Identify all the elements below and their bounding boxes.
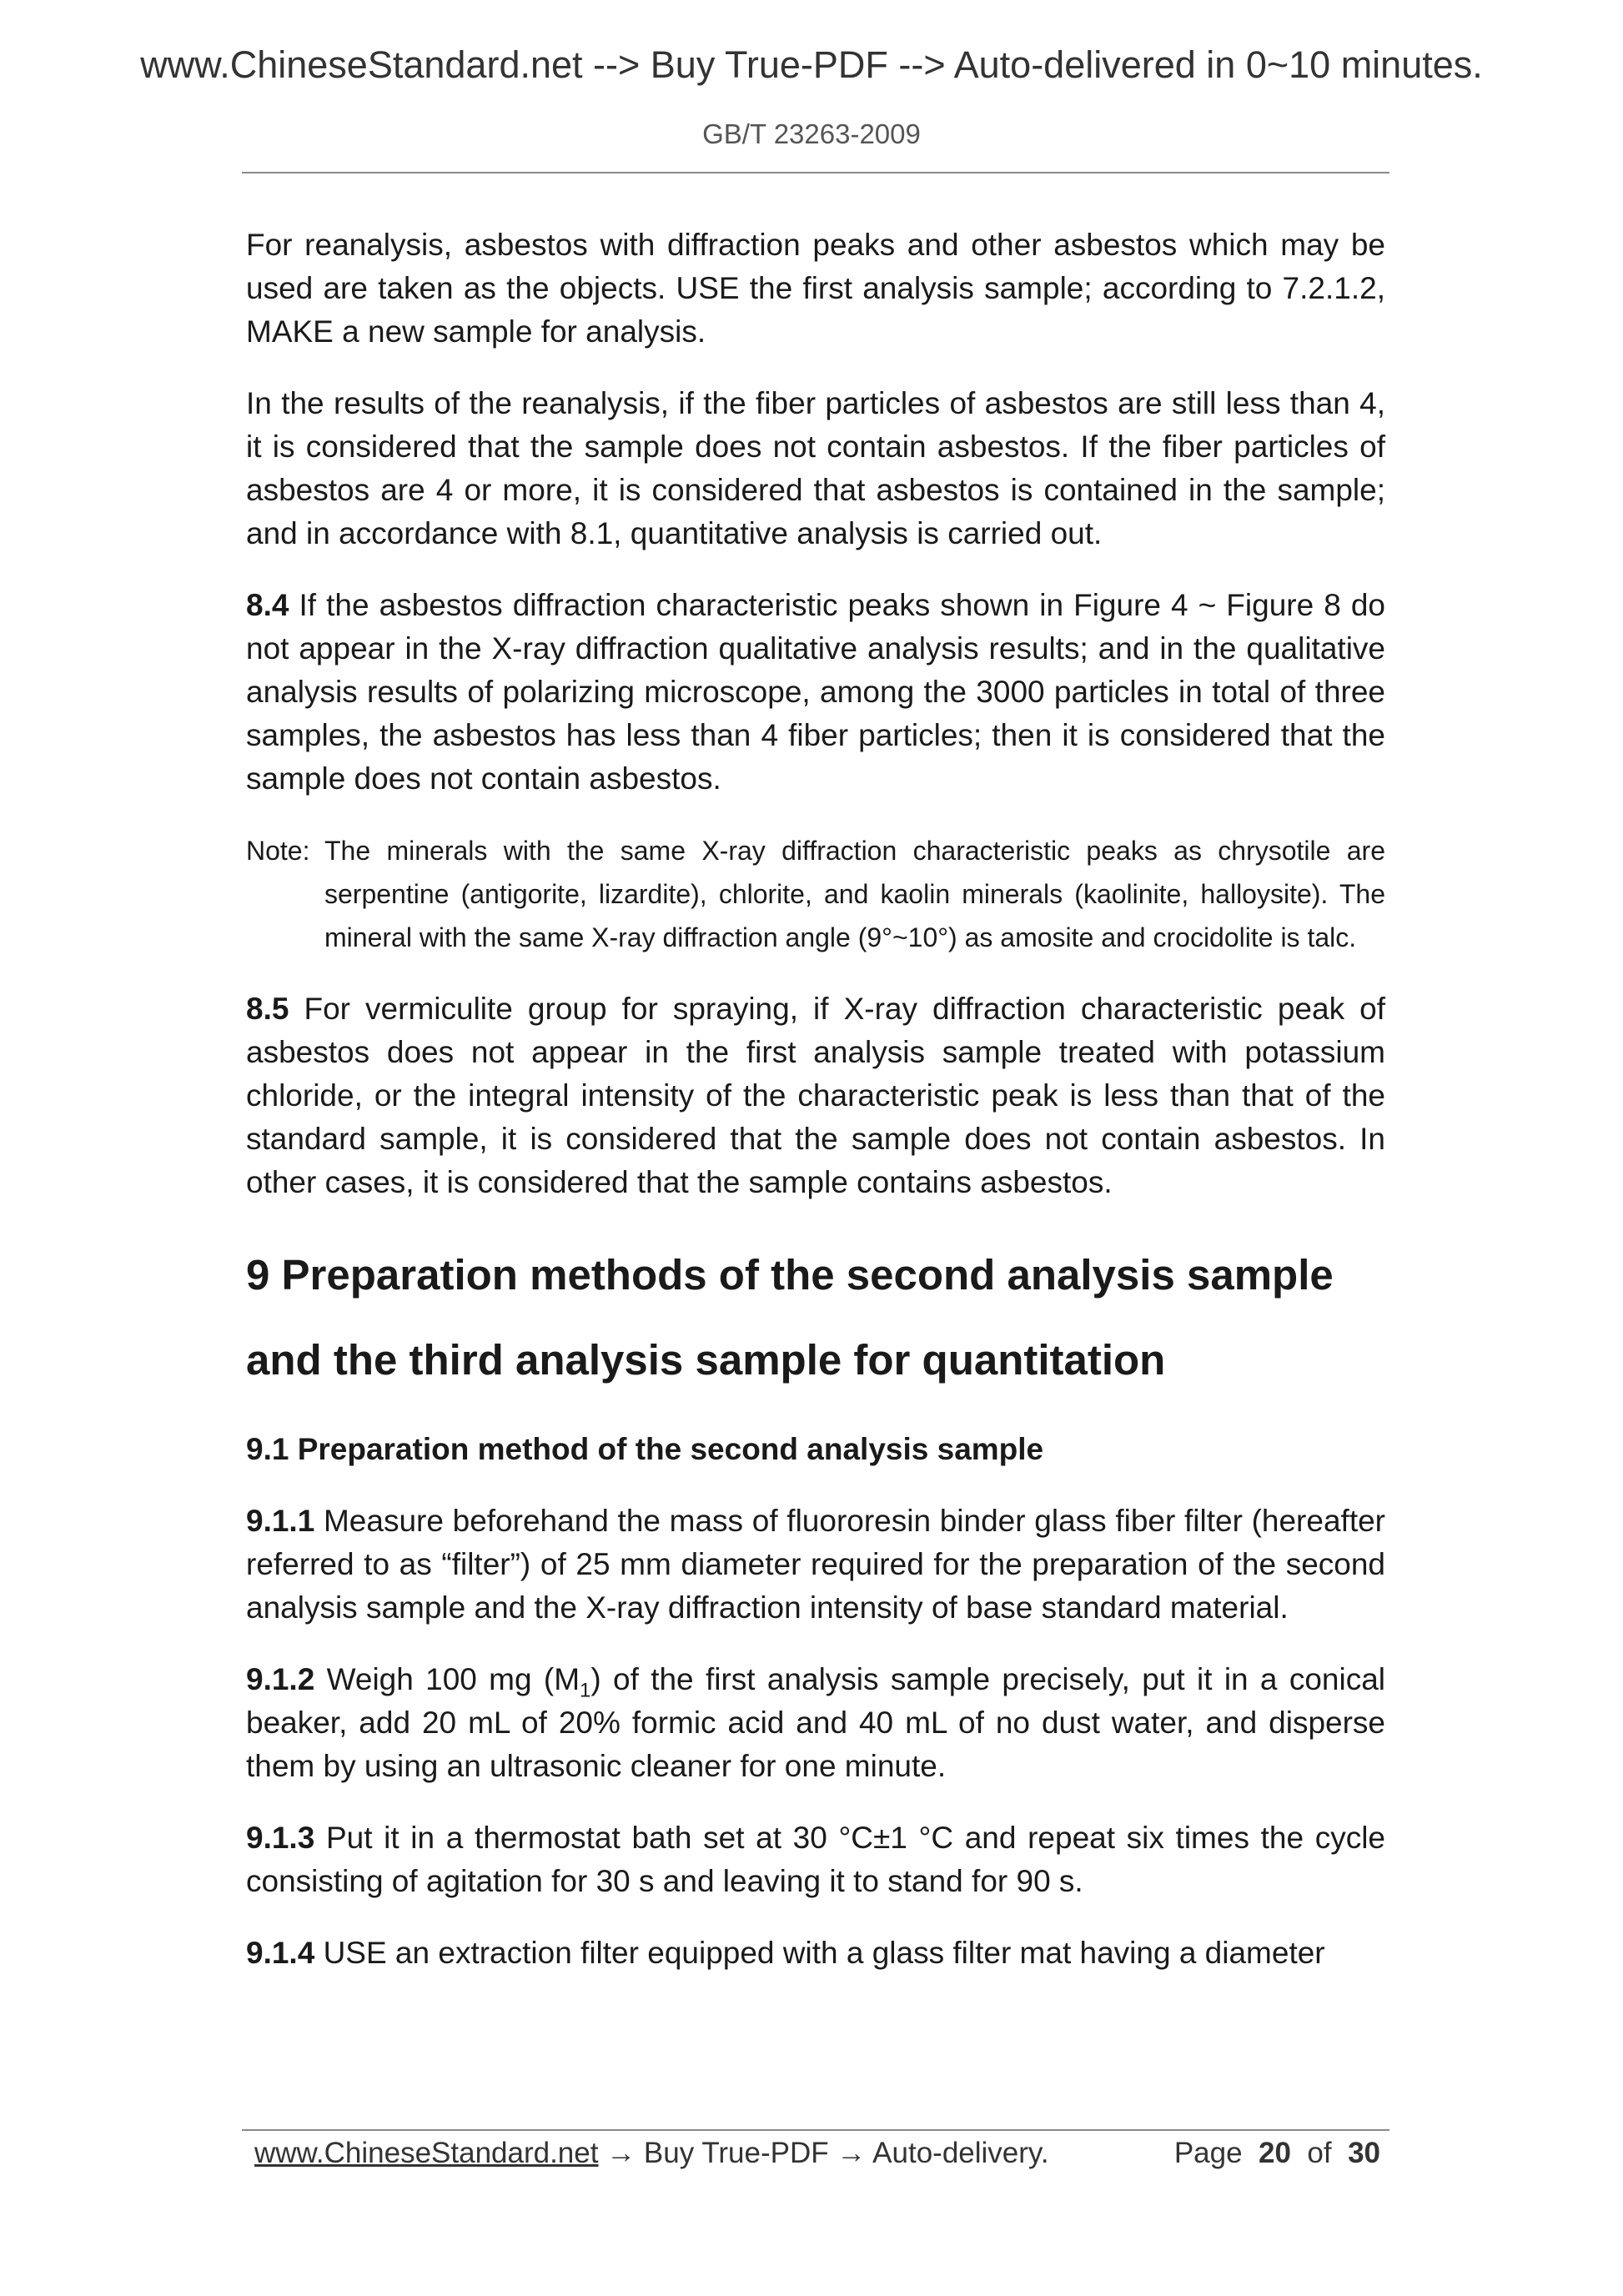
clause-number: 9.1.1 [246,1504,315,1538]
clause-number: 9.1.3 [246,1821,315,1855]
page-current: 20 [1259,2137,1291,2169]
footer-text: → Buy True-PDF → Auto-delivery. [598,2137,1049,2169]
clause-text: Put it in a thermostat bath set at 30 °C±1 °C and repeat six times the cycle consisting of agitation for 30 s and leaving it to stand for 90 s. [246,1821,1385,1898]
clause-text-continued: ) of the first analysis sample precisely, put it in a conical beaker, add 20 mL of 20% formic acid and 40 mL of no dust water, and disperse them by using an ultrasonic cleaner for one minute. [246,1662,1385,1783]
clause-9-1-4 [246,1932,1385,1975]
section-9-heading: 9 Preparation methods of the second analysis sample and the third analysis sample for quantitation [246,1251,1334,1384]
paragraph-reanalysis-objects: For reanalysis, asbestos with diffraction peaks and other asbestos which may be used are taken as the objects. USE the first analysis sample; according to 7.2.1.2, MAKE a new sample for analysis. [246,228,1385,349]
page-total: 30 [1348,2137,1380,2169]
page-footer [254,2137,1380,2170]
clause-number: 9.1.4 [246,1936,315,1970]
paragraph-reanalysis-results: In the results of the reanalysis, if the fiber particles of asbestos are still less than 4, it is considered that the sample does not contain asbestos. If the fiber particles of asbestos are 4 or more, it is considered that asbestos is contained in the sample; and in accordance with 8.1, quantitative analysis is carried out. [246,386,1385,550]
clause-text: USE an extraction filter equipped with a glass filter mat having a diameter [314,1936,1325,1970]
footer-divider [242,2129,1389,2131]
top-banner: www.ChineseStandard.net --> Buy True-PDF --> Auto-delivered in 0~10 minutes. [140,43,1483,86]
clause-9-1-3 [246,1816,1385,1903]
clause-number: 8.5 [246,992,289,1026]
clause-8-5 [246,987,1385,1204]
clause-text: If the asbestos diffraction characteristic peaks shown in Figure 4 ~ Figure 8 do not appear in the X-ray diffraction qualitative analysis results; and in the qualitative analysis results of polarizing microscope, among the 3000 particles in total of three samples, the asbestos has less than 4 fiber particles; then it is considered that the sample does not contain asbestos. [246,588,1385,796]
header-divider [242,172,1389,173]
note-label: Note: [246,836,310,866]
clause-text: For vermiculite group for spraying, if X-ray diffraction characteristic peak of asbestos does not appear in the first analysis sample treated with potassium chloride, or the integral intensity of the characteristic peak is less than that of the standard sample, it is considered that the sample does not contain asbestos. In other cases, it is considered that the sample contains asbestos. [246,992,1385,1199]
page-of: of [1307,2137,1332,2169]
note-block [246,829,1385,959]
clause-text: Measure beforehand the mass of fluororesin binder glass fiber filter (hereafter referred to as “filter”) of 25 mm diameter required for the preparation of the second analysis sample and the X-ray diffraction intensity of base standard material. [246,1504,1385,1625]
subscript: 1 [580,1679,591,1702]
note-text: The minerals with the same X-ray diffraction characteristic peaks as chrysotile are serpentine (antigorite, lizardite), chlorite, and kaolin minerals (kaolinite, halloysite). The mineral with the same X-ray diffraction angle (9°~10°) as amosite and crocidolite is talc. [324,836,1385,952]
standard-code: GB/T 23263-2009 [702,118,921,149]
clause-9-1-2 [246,1658,1385,1788]
document-body [246,224,1385,2003]
page-number [1174,2137,1380,2170]
footer-site-link[interactable]: www.ChineseStandard.net [254,2137,599,2169]
clause-8-4 [246,584,1385,801]
clause-9-1-1 [246,1500,1385,1630]
clause-number: 8.4 [246,588,289,622]
clause-number: 9.1.2 [246,1662,315,1696]
subsection-9-1-heading: 9.1 Preparation method of the second analysis sample [246,1432,1044,1466]
footer-left [254,2137,1049,2170]
clause-text: Weigh 100 mg (M [314,1662,580,1696]
page-label: Page [1173,2137,1243,2169]
